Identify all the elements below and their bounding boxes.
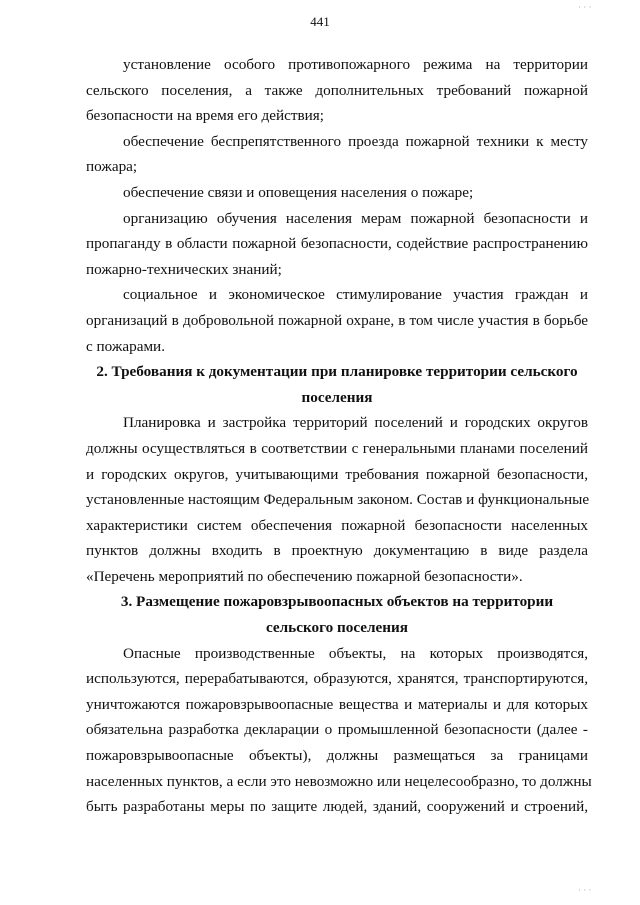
page-number: 441: [310, 14, 330, 29]
text-line: Опасные производственные объекты, на которых производятся,: [123, 644, 588, 662]
text-line: и городских округов, учитывающими требования пожарной безопасности,: [86, 465, 588, 483]
text-line: населенных пунктов, а если это невозможно или нецелесообразно, то должны: [86, 772, 592, 790]
text-line: Планировка и застройка территорий поселений и городских округов: [123, 414, 588, 432]
text-line: обеспечение беспрепятственного проезда пожарной техники к месту: [123, 132, 588, 150]
section-heading-line: 2. Требования к документации при планировке территории сельского: [96, 363, 578, 381]
scan-mark: · · ·: [578, 2, 592, 12]
text-line: пропаганду в области пожарной безопасности, содействие распространению: [86, 235, 588, 253]
text-line: безопасности на время его действия;: [86, 107, 324, 125]
text-line: пожара;: [86, 158, 138, 176]
text-line: с пожарами.: [86, 337, 165, 355]
text-line: установленные настоящим Федеральным законом. Состав и функциональные: [86, 491, 590, 509]
text-line: обязательна разработка декларации о промышленной безопасности (далее -: [86, 721, 588, 739]
document-body: [86, 52, 592, 820]
text-line: социальное и экономическое стимулирование участия граждан и: [123, 286, 588, 304]
text-line: «Перечень мероприятий по обеспечению пожарной безопасности».: [86, 567, 523, 585]
text-line: установление особого противопожарного режима на территории: [123, 56, 588, 73]
text-line: быть разработаны меры по защите людей, зданий, сооружений и строений,: [86, 798, 588, 816]
text-line: должны осуществляться в соответствии с генеральными планами поселений: [86, 439, 588, 457]
section-heading-line: поселения: [301, 388, 373, 406]
text-line: организаций в добровольной пожарной охране, в том числе участия в борьбе: [86, 311, 588, 329]
text-line: пунктов должны входить в проектную документацию в виде раздела: [86, 542, 588, 560]
text-line: характеристики систем обеспечения пожарной безопасности населенных: [86, 516, 588, 534]
text-line: обеспечение связи и оповещения населения о пожаре;: [123, 183, 474, 201]
section-heading-line: сельского поселения: [265, 619, 408, 637]
scan-mark: · · ·: [578, 885, 592, 895]
text-line: организацию обучения населения мерам пожарной безопасности и: [123, 209, 588, 227]
text-line: используются, перерабатываются, образуются, хранятся, транспортируются,: [86, 670, 588, 688]
text-line: пожаровзрывоопасные объекты), должны размещаться за границами: [86, 747, 588, 765]
section-heading-line: 3. Размещение пожаровзрывоопасных объектов на территории: [120, 593, 554, 611]
text-line: уничтожаются пожаровзрывоопасные вещества и материалы и для которых: [86, 695, 588, 713]
text-line: сельского поселения, а также дополнительных требований пожарной: [86, 81, 588, 99]
text-line: пожарно-технических знаний;: [86, 260, 282, 278]
